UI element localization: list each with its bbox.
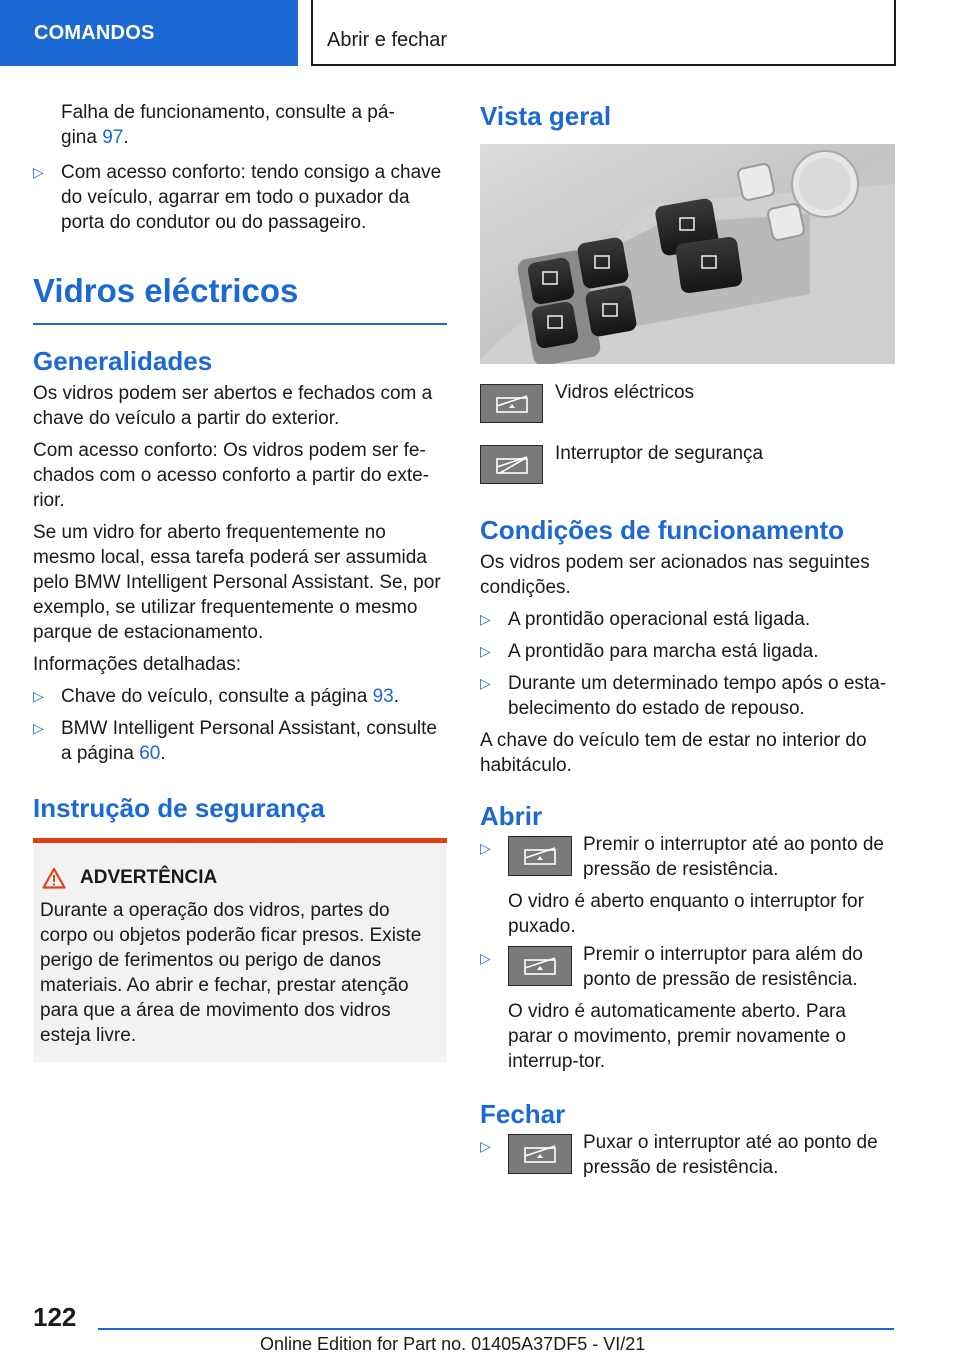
window-switch-icon [508, 946, 572, 986]
page-link-97[interactable]: 97 [102, 127, 124, 148]
legend-safety-switch [480, 445, 895, 484]
paragraph: O vidro é automaticamente aberto. Para parar o movimento, premir novamente o interrup-tor. [508, 1001, 846, 1072]
list-item: ▷ Chave do veículo, consulte a página 93. [33, 686, 400, 707]
subsection-title-generalidades: Generalidades [33, 346, 213, 376]
window-switches-photo [480, 144, 895, 364]
legend-label: Interruptor de segurança [555, 443, 764, 464]
header-title-box [311, 0, 896, 66]
list-item: ▷ Com acesso conforto: tendo consigo a chave do veículo, agarrar em todo o puxador da porta do condutor ou do passageiro. [33, 162, 442, 233]
subsection-title-safety: Instrução de segurança [33, 793, 325, 823]
paragraph: Informações detalhadas: [33, 654, 242, 675]
bullet-triangle-icon: ▷ [480, 611, 491, 627]
bullet-triangle-icon: ▷ [33, 688, 44, 704]
paragraph: Se um vidro for aberto frequentemente no mesmo local, essa tarefa poderá ser assumida pelo BMW Intelligent Personal Assistant. Se, por exemplo, se utilizar frequentemente o mesmo parque de estacionamento. [33, 522, 441, 643]
page-link-93[interactable]: 93 [372, 686, 394, 707]
warning-title: ADVERTÊNCIA [80, 867, 218, 888]
window-switch-icon [508, 836, 572, 876]
list-item: ▷ Durante um determinado tempo após o esta-belecimento do estado de repouso. [480, 673, 887, 719]
warning-header [40, 865, 440, 890]
legend-label: Vidros eléctricos [555, 382, 695, 403]
list-item: ▷ A prontidão operacional está ligada. [480, 609, 811, 630]
list-item: ▷ Premir o interruptor para além do ponto de pressão de resistência. [480, 944, 863, 990]
bullet-triangle-icon: ▷ [480, 950, 491, 966]
paragraph: O vidro é aberto enquanto o interruptor for puxado. [508, 891, 864, 937]
bullet-triangle-icon: ▷ [33, 720, 44, 736]
bullet-triangle-icon: ▷ [33, 164, 44, 180]
page-link-60[interactable]: 60 [139, 743, 161, 764]
paragraph: A chave do veículo tem de estar no interior do habitáculo. [480, 730, 867, 776]
section-title: Vidros eléctricos [33, 272, 299, 309]
page-header-title: Abrir e fechar [327, 29, 448, 51]
subsection-title-overview: Vista geral [480, 101, 612, 131]
list-item: ▷ Puxar o interruptor até ao ponto de pressão de resistência. [480, 1132, 878, 1178]
paragraph: Os vidros podem ser abertos e fechados com a chave do veículo a partir do exterior. [33, 383, 433, 429]
list-item: ▷ Premir o interruptor até ao ponto de pressão de resistência. [480, 834, 885, 880]
list-item: ▷ A prontidão para marcha está ligada. [480, 641, 819, 662]
safety-switch-icon [480, 445, 543, 484]
chapter-label: COMANDOS [0, 0, 298, 66]
bullet-triangle-icon: ▷ [480, 840, 491, 856]
edition-note: Online Edition for Part no. 01405A37DF5 - VI/21 [260, 1334, 646, 1354]
bullet-triangle-icon: ▷ [480, 675, 491, 691]
right-column [480, 100, 895, 1187]
window-switch-icon [508, 1134, 572, 1174]
bullet-triangle-icon: ▷ [480, 643, 491, 659]
intro-continuation: Falha de funcionamento, consulte a pá- gina 97. [61, 102, 395, 148]
paragraph: Os vidros podem ser acionados nas seguintes condições. [480, 552, 870, 598]
window-switch-icon [480, 384, 543, 423]
subsection-title-close: Fechar [480, 1099, 566, 1129]
legend-window-switch [480, 384, 895, 423]
bullet-triangle-icon: ▷ [480, 1138, 491, 1154]
left-column [33, 100, 447, 1062]
subsection-title-open: Abrir [480, 801, 543, 831]
footer-divider [98, 1328, 894, 1330]
warning-triangle-icon [42, 867, 66, 889]
paragraph: Com acesso conforto: Os vidros podem ser fe-chados com o acesso conforto a partir do exte-rior. [33, 440, 430, 511]
subsection-title-conditions: Condições de funcionamento [480, 515, 845, 545]
list-item: ▷ BMW Intelligent Personal Assistant, consulte a página 60. [33, 718, 437, 764]
title-divider [33, 323, 447, 325]
warning-text: Durante a operação dos vidros, partes do corpo ou objetos poderão ficar presos. Existe perigo de ferimentos ou perigo de danos materiais. Ao abrir e fechar, prestar atenção para que a área de movimento dos vidros esteja livre. [40, 900, 422, 1046]
warning-box [33, 838, 447, 1062]
page-number: 122 [33, 1302, 77, 1332]
